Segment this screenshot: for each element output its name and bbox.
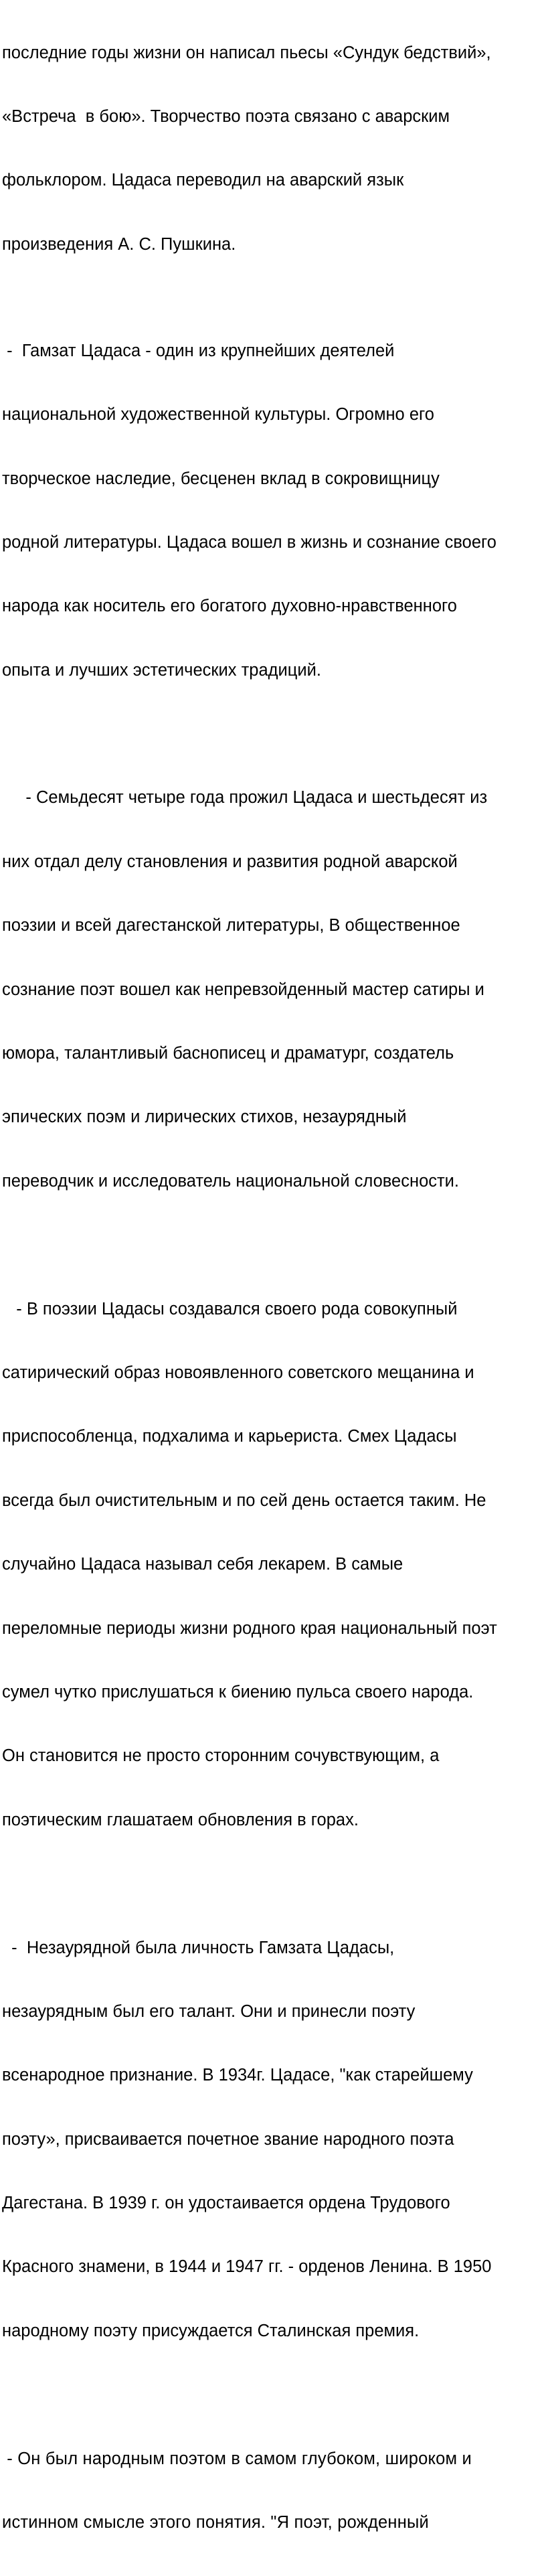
text-line: всенародное признание. В 1934г. Цадасе, "как старейшему xyxy=(2,2066,473,2085)
text-line: Красного знамени, в 1944 и 1947 гг. - орденов Ленина. В 1950 xyxy=(2,2257,492,2277)
text-line: опыта и лучших эстетических традиций. xyxy=(2,660,321,680)
text-line: - Гамзат Цадаса - один из крупнейших деятелей xyxy=(2,341,395,360)
text-line: поэту», присваивается почетное звание народного поэта xyxy=(2,2129,454,2149)
text-line: фольклором. Цадаса переводил на аварский язык xyxy=(2,171,404,190)
text-line: них отдал делу становления и развития родной аварской xyxy=(2,852,458,871)
text-line: поэтическим глашатаем обновления в горах. xyxy=(2,1810,359,1829)
paragraph-spacer xyxy=(2,724,542,745)
text-line: родной литературы. Цадаса вошел в жизнь и сознание своего xyxy=(2,532,496,552)
text-line: приспособленца, подхалима и карьериста. Смех Цадасы xyxy=(2,1427,457,1446)
text-line: «Встреча в бою». Творчество поэта связано с аварским xyxy=(2,106,450,126)
paragraph-awards xyxy=(2,1895,542,2384)
text-line: эпических поэм и лирических стихов, незаурядный xyxy=(2,1108,407,1127)
text-line: народа как носитель его богатого духовно-нравственного xyxy=(2,597,457,616)
text-line: сознание поэт вошел как непревзойденный мастер сатиры и xyxy=(2,980,484,999)
paragraph-satire xyxy=(2,1256,542,1874)
text-line: Он становится не просто сторонним сочувствующим, а xyxy=(2,1746,440,1766)
paragraph-spacer xyxy=(2,2384,542,2406)
paragraph-seventy-four-years xyxy=(2,745,542,1235)
text-line: - В поэзии Цадасы создавался своего рода совокупный xyxy=(2,1299,458,1318)
text-line: юмора, талантливый баснописец и драматург, создатель xyxy=(2,1044,454,1063)
text-line: произведения А. С. Пушкина. xyxy=(2,234,236,254)
text-line: Дагестана. В 1939 г. он удостаивается ордена Трудового xyxy=(2,2194,450,2213)
text-line: - Незаурядной была личность Гамзата Цадасы, xyxy=(2,1938,395,1957)
text-line: национальной художественной культуры. Огромно его xyxy=(2,405,434,425)
paragraph-peoples-poet xyxy=(2,2406,542,2576)
text-line: творческое наследие, бесценен вклад в сокровищницу xyxy=(2,469,440,488)
text-line: переломные периоды жизни родного края национальный поэт xyxy=(2,1618,497,1638)
text-line: всегда был очистительным и по сей день остается таким. Не xyxy=(2,1491,486,1510)
text-line: сумел чутко прислушаться к биению пульса своего народа. xyxy=(2,1682,474,1701)
text-line: сатирический образ новоявленного советского мещанина и xyxy=(2,1363,474,1382)
text-line: незаурядным был его талант. Они и принесли поэту xyxy=(2,2001,416,2021)
text-line: случайно Цадаса называл себя лекарем. В самые xyxy=(2,1555,403,1574)
text-line: переводчик и исследователь национальной словесности. xyxy=(2,1171,460,1191)
text-line: истинном смысле этого понятия. "Я поэт, рожденный xyxy=(2,2513,429,2532)
text-line: народному поэту присуждается Сталинская премия. xyxy=(2,2321,420,2340)
text-line: - Он был народным поэтом в самом глубоком, широком и xyxy=(2,2449,472,2468)
paragraph-pushkin-translations xyxy=(2,0,542,298)
paragraph-cultural-figure xyxy=(2,298,542,724)
paragraph-spacer xyxy=(2,1235,542,1256)
text-line: последние годы жизни он написал пьесы «Сундук бедствий», xyxy=(2,43,491,62)
text-line: - Семьдесят четыре года прожил Цадаса и шестьдесят из xyxy=(2,788,488,808)
text-line: поэзии и всей дагестанской литературы, В общественное xyxy=(2,916,460,935)
paragraph-spacer xyxy=(2,1874,542,1895)
